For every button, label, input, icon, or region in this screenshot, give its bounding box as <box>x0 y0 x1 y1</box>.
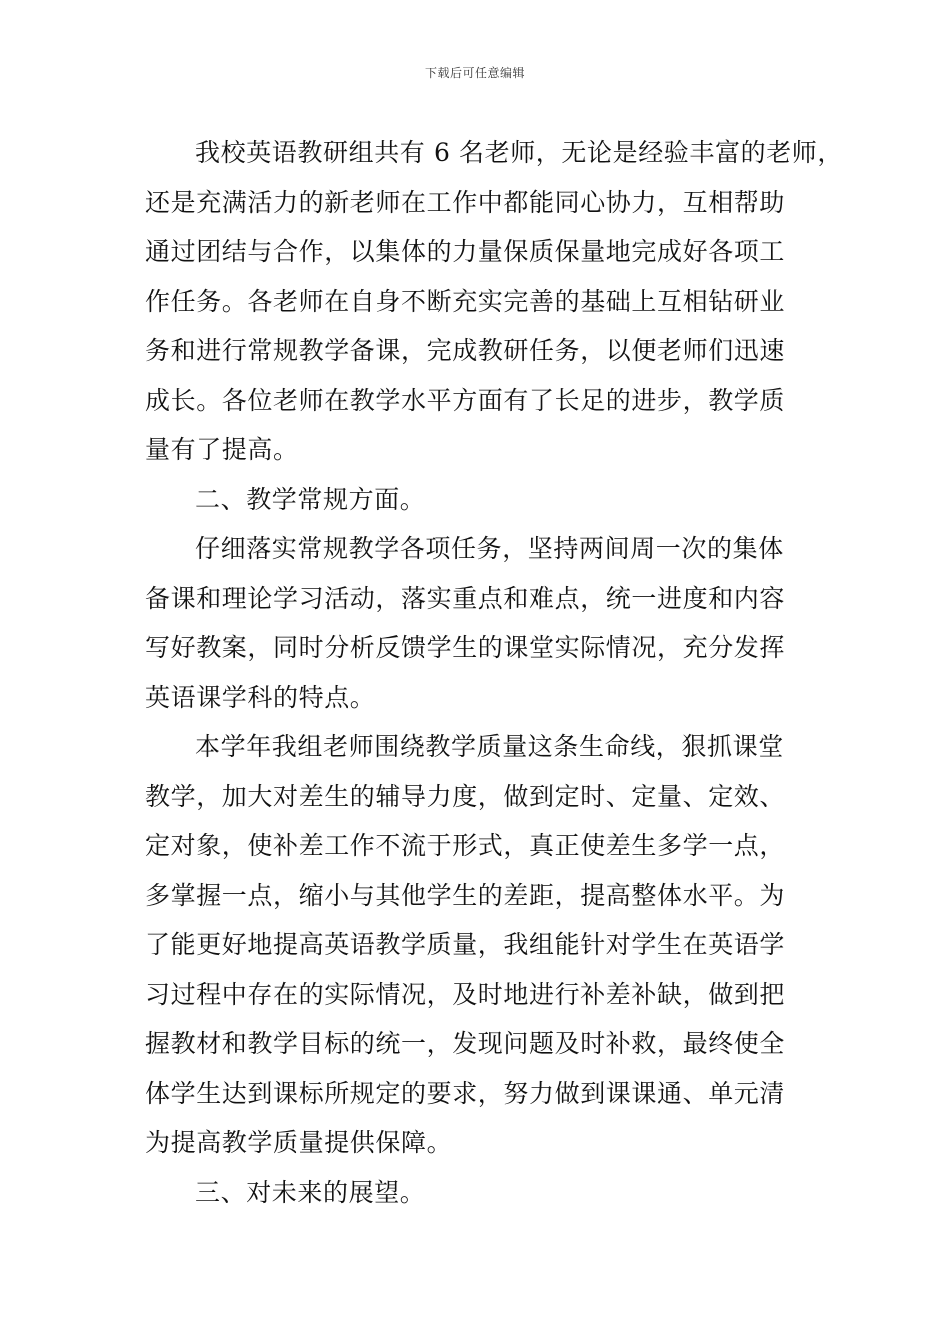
section-heading-outlook <box>145 1168 810 1218</box>
text-line: 体学生达到课标所规定的要求，努力做到课课通、单元清 <box>145 1078 786 1108</box>
paragraph-routine <box>145 524 810 722</box>
paragraph-team <box>145 128 844 475</box>
text-line: 作任务。各老师在自身不断充实完善的基础上互相钻研业 <box>145 286 786 316</box>
text-line: 备课和理论学习活动，落实重点和难点，统一进度和内容 <box>145 583 786 613</box>
text-line: 多掌握一点，缩小与其他学生的差距，提高整体水平。为 <box>145 880 786 910</box>
text-line: 写好教案，同时分析反馈学生的课堂实际情况，充分发挥 <box>145 633 786 662</box>
text-line: 二、教学常规方面。 <box>195 484 426 514</box>
text-line: 三、对未来的展望。 <box>195 1177 426 1207</box>
text-line: 了能更好地提高英语教学质量，我组能针对学生在英语学 <box>145 930 786 959</box>
text-line: 我校英语教研组共有 6 名老师，无论是经验丰富的老师， <box>195 138 844 167</box>
text-line: 量有了提高。 <box>145 435 299 464</box>
text-line: 还是充满活力的新老师在工作中都能同心协力，互相帮助 <box>145 187 786 217</box>
text-line: 仔细落实常规教学各项任务，坚持两间周一次的集体 <box>195 534 784 563</box>
document-body <box>145 128 844 1217</box>
text-line: 通过团结与合作，以集体的力量保质保量地完成好各项工 <box>145 237 786 266</box>
text-line: 定对象，使补差工作不流于形式，真正使差生多学一点， <box>145 831 786 860</box>
text-line: 为提高教学质量提供保障。 <box>145 1128 453 1157</box>
section-heading-teaching-routine <box>145 475 810 525</box>
text-line: 成长。各位老师在教学水平方面有了长足的进步，教学质 <box>145 385 786 415</box>
text-line: 务和进行常规教学备课，完成教研任务，以便老师们迅速 <box>145 336 786 365</box>
page-header: 下载后可任意编辑 <box>424 66 525 80</box>
paragraph-quality <box>145 722 810 1168</box>
text-line: 英语课学科的特点。 <box>145 682 376 712</box>
text-line: 教学，加大对差生的辅导力度，做到定时、定量、定效、 <box>145 781 786 811</box>
text-line: 习过程中存在的实际情况，及时地进行补差补缺，做到把 <box>145 979 786 1009</box>
text-line: 握教材和教学目标的统一，发现问题及时补救，最终使全 <box>145 1029 786 1058</box>
text-line: 本学年我组老师围绕教学质量这条生命线，狠抓课堂 <box>195 732 784 761</box>
